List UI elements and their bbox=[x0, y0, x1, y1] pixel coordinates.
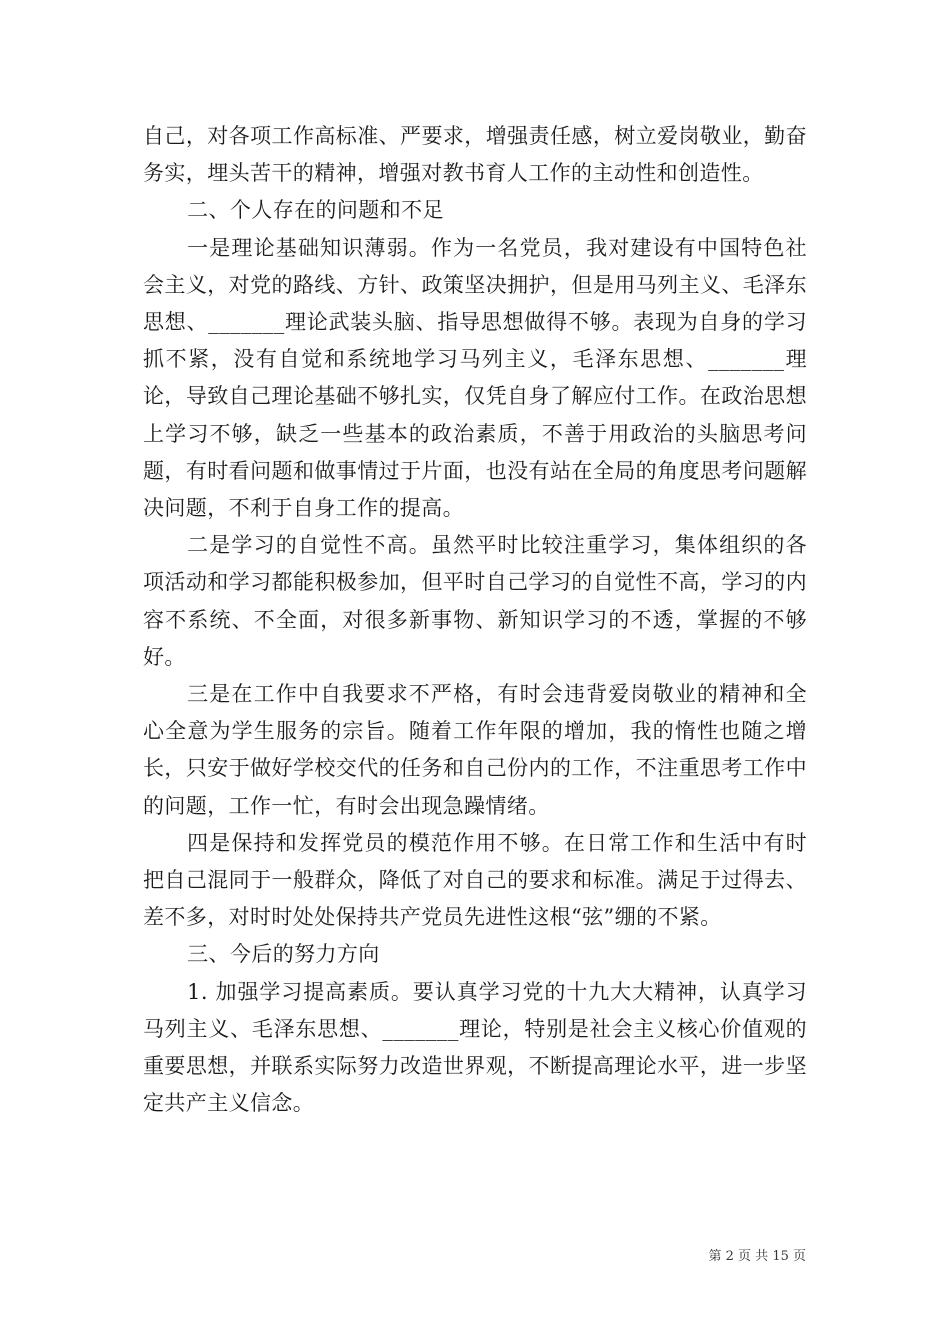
paragraph-self-requirement: 三是在工作中自我要求不严格，有时会违背爱岗敬业的精神和全心全意为学生服务的宗旨。随着工作年限的增加，我的惰性也随之增长，只安于做好学校交代的任务和自己份内的工作，不注重思考工作中的问题，工作一忙，有时会出现急躁情绪。 bbox=[143, 682, 807, 818]
paragraph-strengthen-study: 1. 加强学习提高素质。要认真学习党的十九大大精神，认真学习马列主义、毛泽东思想、_______理论，特别是社会主义核心价值观的重要思想，并联系实际努力改造世界观，不断提高理论水平，进一步坚定共产主义信念。 bbox=[143, 979, 807, 1116]
paragraph-theory-weakness: 一是理论基础知识薄弱。作为一名党员，我对建设有中国特色社会主义，对党的路线、方针、政策坚决拥护，但是用马列主义、毛泽东思想、_______理论武装头脑、指导思想做得不够。表现为自身的学习抓不紧，没有自觉和系统地学习马列主义，毛泽东思想、_______理论，导致自己理论基础不够扎实，仅凭自身了解应付工作。在政治思想上学习不够，缺乏一些基本的政治素质，不善于用政治的头脑思考问题，有时看问题和做事情过于片面，也没有站在全局的角度思考问题解决问题，不利于自身工作的提高。 bbox=[143, 235, 807, 521]
page-number-footer: 第 2 页 共 15 页 bbox=[708, 1249, 806, 1264]
paragraph-continuation: 自己，对各项工作高标准、严要求，增强责任感，树立爱岗敬业，勤奋务实，埋头苦干的精神，增强对教书育人工作的主动性和创造性。 bbox=[143, 124, 807, 186]
section-heading-problems: 二、个人存在的问题和不足 bbox=[187, 198, 444, 223]
paragraph-study-consciousness: 二是学习的自觉性不高。虽然平时比较注重学习，集体组织的各项活动和学习都能积极参加，但平时自己学习的自觉性不高，学习的内容不系统、不全面，对很多新事物、新知识学习的不透，掌握的不够好。 bbox=[143, 533, 807, 669]
paragraph-model-role: 四是保持和发挥党员的模范作用不够。在日常工作和生活中有时把自己混同于一般群众，降低了对自己的要求和标准。满足于过得去、差不多，对时时处处保持共产党员先进性这根“弦”绷的不紧。 bbox=[143, 830, 807, 930]
section-heading-direction: 三、今后的努力方向 bbox=[187, 942, 380, 967]
document-body bbox=[143, 118, 807, 1122]
